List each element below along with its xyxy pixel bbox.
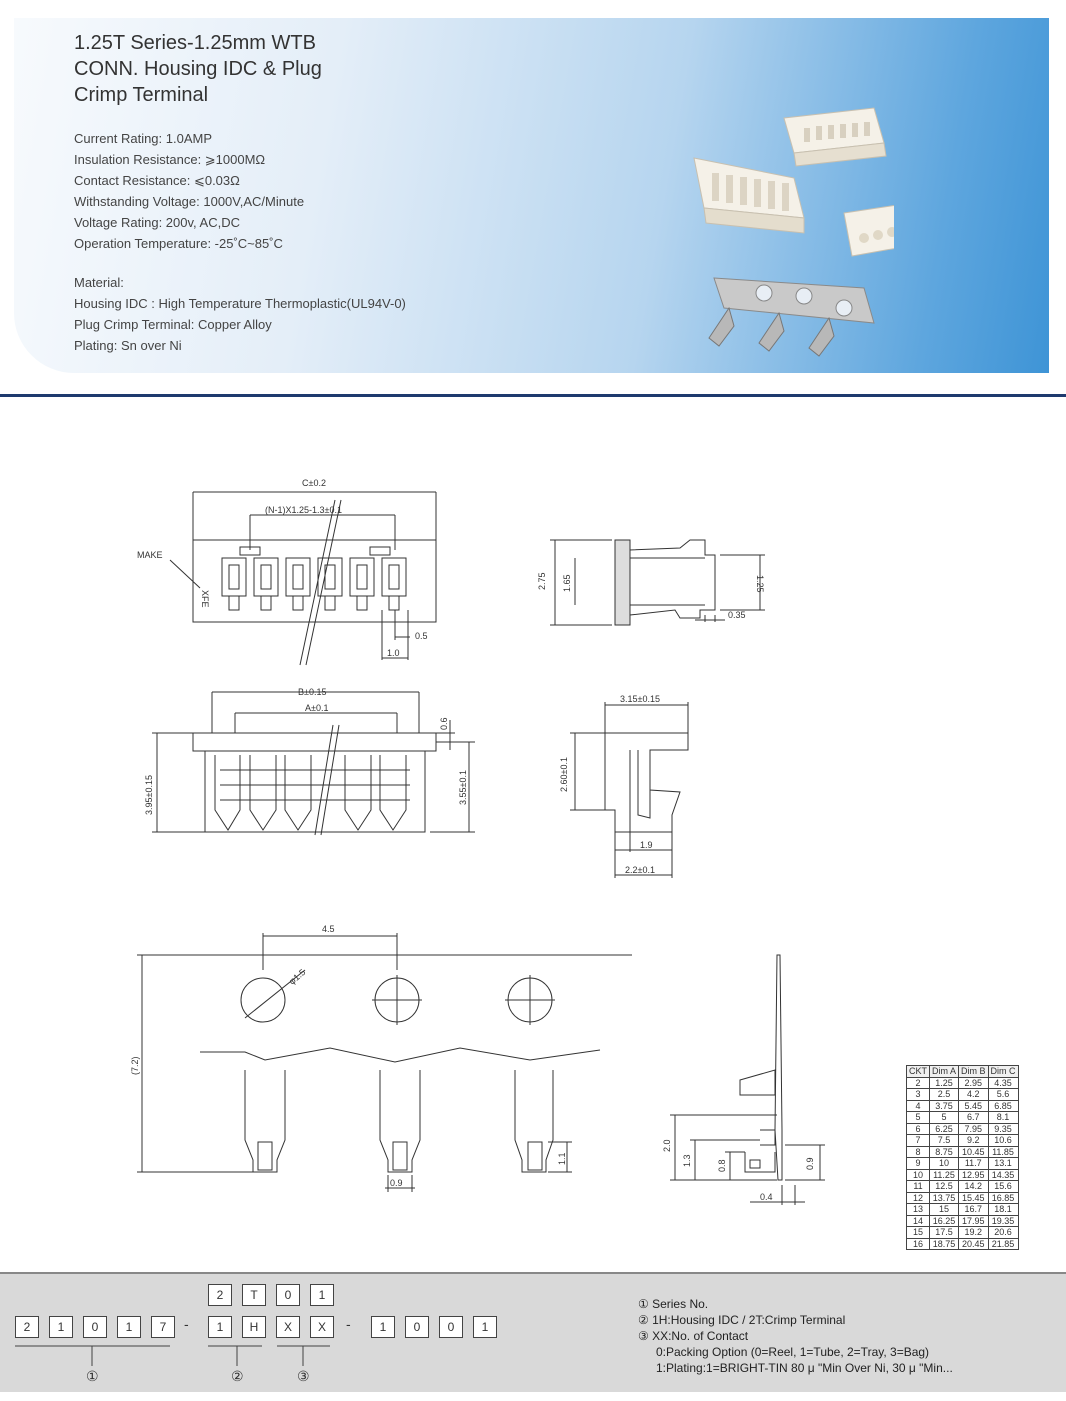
table-cell: 4.35 bbox=[988, 1077, 1018, 1089]
part-number-legend bbox=[638, 1296, 953, 1376]
table-cell: 6.85 bbox=[988, 1100, 1018, 1112]
table-cell: 18.1 bbox=[988, 1204, 1018, 1216]
label-2-75: 2.75 bbox=[537, 572, 547, 590]
label-1-3: 1.3 bbox=[682, 1154, 692, 1167]
table-cell: 11.85 bbox=[988, 1146, 1018, 1158]
label-3-15: 3.15±0.15 bbox=[620, 694, 660, 704]
table-cell: 8.75 bbox=[930, 1146, 959, 1158]
label-1-65: 1.65 bbox=[562, 574, 572, 592]
table-cell: 13.75 bbox=[930, 1192, 959, 1204]
table-row bbox=[907, 1227, 1019, 1239]
material-terminal: Plug Crimp Terminal: Copper Alloy bbox=[74, 317, 272, 332]
table-cell: 12.5 bbox=[930, 1181, 959, 1193]
label-2-60: 2.60±0.1 bbox=[559, 757, 569, 792]
part-number-box: 2 bbox=[15, 1316, 39, 1338]
marker-1: ① bbox=[86, 1368, 99, 1384]
housing-top-illustration bbox=[784, 108, 886, 166]
table-cell: 8.1 bbox=[988, 1112, 1018, 1124]
part-number-box: 7 bbox=[151, 1316, 175, 1338]
label-2-0: 2.0 bbox=[662, 1139, 672, 1152]
table-row bbox=[907, 1135, 1019, 1147]
table-row bbox=[907, 1204, 1019, 1216]
table-cell: 12 bbox=[907, 1192, 930, 1204]
part-number-box: H bbox=[242, 1316, 266, 1338]
material-housing: Housing IDC : High Temperature Thermoplastic(UL94V-0) bbox=[74, 296, 406, 311]
part-number-box: 1 bbox=[473, 1316, 497, 1338]
table-cell: 16 bbox=[907, 1238, 930, 1250]
label-1-9: 1.9 bbox=[640, 840, 653, 850]
front-view bbox=[170, 492, 436, 665]
label-0-6: 0.6 bbox=[439, 717, 449, 730]
table-cell: 3.75 bbox=[930, 1100, 959, 1112]
table-cell: 7.5 bbox=[930, 1135, 959, 1147]
marker-3: ③ bbox=[297, 1368, 310, 1384]
part-number-box: 0 bbox=[439, 1316, 463, 1338]
legend-type: ② 1H:Housing IDC / 2T:Crimp Terminal bbox=[638, 1313, 846, 1327]
housing-left-illustration bbox=[694, 158, 804, 233]
part-number-box: X bbox=[276, 1316, 300, 1338]
table-cell: 13.1 bbox=[988, 1158, 1018, 1170]
table-cell: 15.6 bbox=[988, 1181, 1018, 1193]
part-number-box: 1 bbox=[208, 1316, 232, 1338]
spec-list bbox=[74, 128, 304, 254]
table-cell: 11.7 bbox=[959, 1158, 989, 1170]
title-line-2: CONN. Housing IDC & Plug bbox=[74, 58, 322, 80]
table-cell: 10.6 bbox=[988, 1135, 1018, 1147]
title-line-3: Crimp Terminal bbox=[74, 84, 209, 106]
label-3-55: 3.55±0.1 bbox=[458, 770, 468, 805]
part-number-box: 0 bbox=[83, 1316, 107, 1338]
table-cell: 8 bbox=[907, 1146, 930, 1158]
spec-contact: Contact Resistance: ⩽0.03Ω bbox=[74, 173, 240, 188]
table-cell: 20.45 bbox=[959, 1238, 989, 1250]
table-cell: 15 bbox=[907, 1227, 930, 1239]
label-xfe: XFE bbox=[200, 590, 210, 608]
table-cell: 10 bbox=[907, 1169, 930, 1181]
table-cell: 14 bbox=[907, 1215, 930, 1227]
spec-current: Current Rating: 1.0AMP bbox=[74, 131, 213, 146]
table-cell: 16.7 bbox=[959, 1204, 989, 1216]
table-row bbox=[907, 1077, 1019, 1089]
table-cell: 21.85 bbox=[988, 1238, 1018, 1250]
legend-contacts: ③ XX:No. of Contact bbox=[638, 1329, 749, 1343]
label-2-2: 2.2±0.1 bbox=[625, 865, 655, 875]
part-number-box: 2 bbox=[208, 1284, 232, 1306]
header-dim-a: Dim A bbox=[930, 1066, 959, 1078]
dash-1: - bbox=[184, 1316, 189, 1332]
table-row bbox=[907, 1158, 1019, 1170]
table-cell: 4 bbox=[907, 1100, 930, 1112]
table-cell: 14.35 bbox=[988, 1169, 1018, 1181]
table-cell: 2.95 bbox=[959, 1077, 989, 1089]
spec-insulation: Insulation Resistance: ⩾1000MΩ bbox=[74, 152, 266, 167]
table-cell: 7.95 bbox=[959, 1123, 989, 1135]
part-number-box: 1 bbox=[117, 1316, 141, 1338]
table-row bbox=[907, 1100, 1019, 1112]
header-dim-b: Dim B bbox=[959, 1066, 989, 1078]
label-b: B±0.15 bbox=[298, 687, 327, 697]
table-cell: 10.45 bbox=[959, 1146, 989, 1158]
side-section-view bbox=[570, 702, 688, 878]
table-cell: 19.35 bbox=[988, 1215, 1018, 1227]
table-cell: 15.45 bbox=[959, 1192, 989, 1204]
label-7-2: (7.2) bbox=[130, 1056, 140, 1075]
table-cell: 19.2 bbox=[959, 1227, 989, 1239]
label-0-9b: 0.9 bbox=[805, 1157, 815, 1170]
label-0-8: 0.8 bbox=[717, 1159, 727, 1172]
title-line-1: 1.25T Series-1.25mm WTB bbox=[74, 32, 316, 54]
table-cell: 6 bbox=[907, 1123, 930, 1135]
spec-withstanding: Withstanding Voltage: 1000V,AC/Minute bbox=[74, 194, 305, 209]
legend-packing: 0:Packing Option (0=Reel, 1=Tube, 2=Tray, 3=Bag) bbox=[656, 1345, 930, 1359]
terminal-strip-illustration bbox=[709, 278, 874, 356]
label-pitch: (N-1)X1.25-1.3±0.1 bbox=[265, 505, 342, 515]
product-photo bbox=[674, 98, 894, 368]
table-row bbox=[907, 1192, 1019, 1204]
table-cell: 5.45 bbox=[959, 1100, 989, 1112]
label-1-1: 1.1 bbox=[557, 1152, 567, 1165]
table-cell: 12.95 bbox=[959, 1169, 989, 1181]
label-3-95: 3.95±0.15 bbox=[144, 775, 154, 815]
label-make: MAKE bbox=[137, 550, 163, 560]
part-number-box: 1 bbox=[49, 1316, 73, 1338]
table-row bbox=[907, 1089, 1019, 1101]
table-cell: 2 bbox=[907, 1077, 930, 1089]
table-cell: 3 bbox=[907, 1089, 930, 1101]
table-cell: 4.2 bbox=[959, 1089, 989, 1101]
part-number-box: X bbox=[310, 1316, 334, 1338]
table-cell: 9.35 bbox=[988, 1123, 1018, 1135]
dimension-table bbox=[906, 1065, 1019, 1250]
label-0-9: 0.9 bbox=[390, 1178, 403, 1188]
marker-2: ② bbox=[231, 1368, 244, 1384]
table-cell: 14.2 bbox=[959, 1181, 989, 1193]
spec-temperature: Operation Temperature: -25˚C~85˚C bbox=[74, 236, 283, 251]
label-1-25: 1.25 bbox=[755, 575, 765, 593]
housing-right-illustration bbox=[844, 198, 894, 256]
table-cell: 18.75 bbox=[930, 1238, 959, 1250]
table-header-row bbox=[907, 1066, 1019, 1078]
part-number-footer bbox=[0, 1272, 1066, 1392]
terminal-side-drawing bbox=[670, 955, 825, 1205]
table-cell: 17.95 bbox=[959, 1215, 989, 1227]
divider-rule bbox=[0, 394, 1066, 397]
part-number-box: 0 bbox=[405, 1316, 429, 1338]
table-cell: 11 bbox=[907, 1181, 930, 1193]
part-number-box: T bbox=[242, 1284, 266, 1306]
table-cell: 9.2 bbox=[959, 1135, 989, 1147]
table-cell: 13 bbox=[907, 1204, 930, 1216]
label-0-4: 0.4 bbox=[760, 1192, 773, 1202]
table-cell: 20.6 bbox=[988, 1227, 1018, 1239]
table-cell: 9 bbox=[907, 1158, 930, 1170]
table-row bbox=[907, 1238, 1019, 1250]
spec-voltage: Voltage Rating: 200v, AC,DC bbox=[74, 215, 240, 230]
part-number-box: 1 bbox=[310, 1284, 334, 1306]
label-c: C±0.2 bbox=[302, 478, 326, 488]
table-cell: 15 bbox=[930, 1204, 959, 1216]
part-number-box: 1 bbox=[371, 1316, 395, 1338]
table-row bbox=[907, 1112, 1019, 1124]
page-title bbox=[74, 30, 322, 108]
header-dim-c: Dim C bbox=[988, 1066, 1018, 1078]
table-cell: 16.85 bbox=[988, 1192, 1018, 1204]
table-cell: 7 bbox=[907, 1135, 930, 1147]
table-row bbox=[907, 1181, 1019, 1193]
table-cell: 10 bbox=[930, 1158, 959, 1170]
material-plating: Plating: Sn over Ni bbox=[74, 338, 182, 353]
table-row bbox=[907, 1123, 1019, 1135]
legend-series: ① Series No. bbox=[638, 1297, 709, 1311]
label-phi-1-5: φ1.5 bbox=[286, 967, 308, 987]
table-cell: 5 bbox=[907, 1112, 930, 1124]
table-cell: 6.25 bbox=[930, 1123, 959, 1135]
label-a: A±0.1 bbox=[305, 703, 329, 713]
material-list bbox=[74, 272, 406, 356]
bottom-view bbox=[152, 692, 475, 835]
table-cell: 1.25 bbox=[930, 1077, 959, 1089]
table-row bbox=[907, 1215, 1019, 1227]
header-banner bbox=[14, 18, 1049, 373]
label-0-35: 0.35 bbox=[728, 610, 746, 620]
table-cell: 2.5 bbox=[930, 1089, 959, 1101]
dash-2: - bbox=[346, 1316, 351, 1332]
label-0-5: 0.5 bbox=[415, 631, 428, 641]
table-cell: 5.6 bbox=[988, 1089, 1018, 1101]
table-row bbox=[907, 1146, 1019, 1158]
table-cell: 17.5 bbox=[930, 1227, 959, 1239]
table-cell: 11.25 bbox=[930, 1169, 959, 1181]
label-1-0: 1.0 bbox=[387, 648, 400, 658]
label-4-5: 4.5 bbox=[322, 924, 335, 934]
part-number-box: 0 bbox=[276, 1284, 300, 1306]
table-cell: 5 bbox=[930, 1112, 959, 1124]
legend-plating: 1:Plating:1=BRIGHT-TIN 80 μ "Min Over Ni, 30 μ "Min... bbox=[656, 1361, 953, 1375]
header-ckt: CKT bbox=[907, 1066, 930, 1078]
table-row bbox=[907, 1169, 1019, 1181]
table-cell: 16.25 bbox=[930, 1215, 959, 1227]
material-heading: Material: bbox=[74, 275, 124, 290]
table-cell: 6.7 bbox=[959, 1112, 989, 1124]
